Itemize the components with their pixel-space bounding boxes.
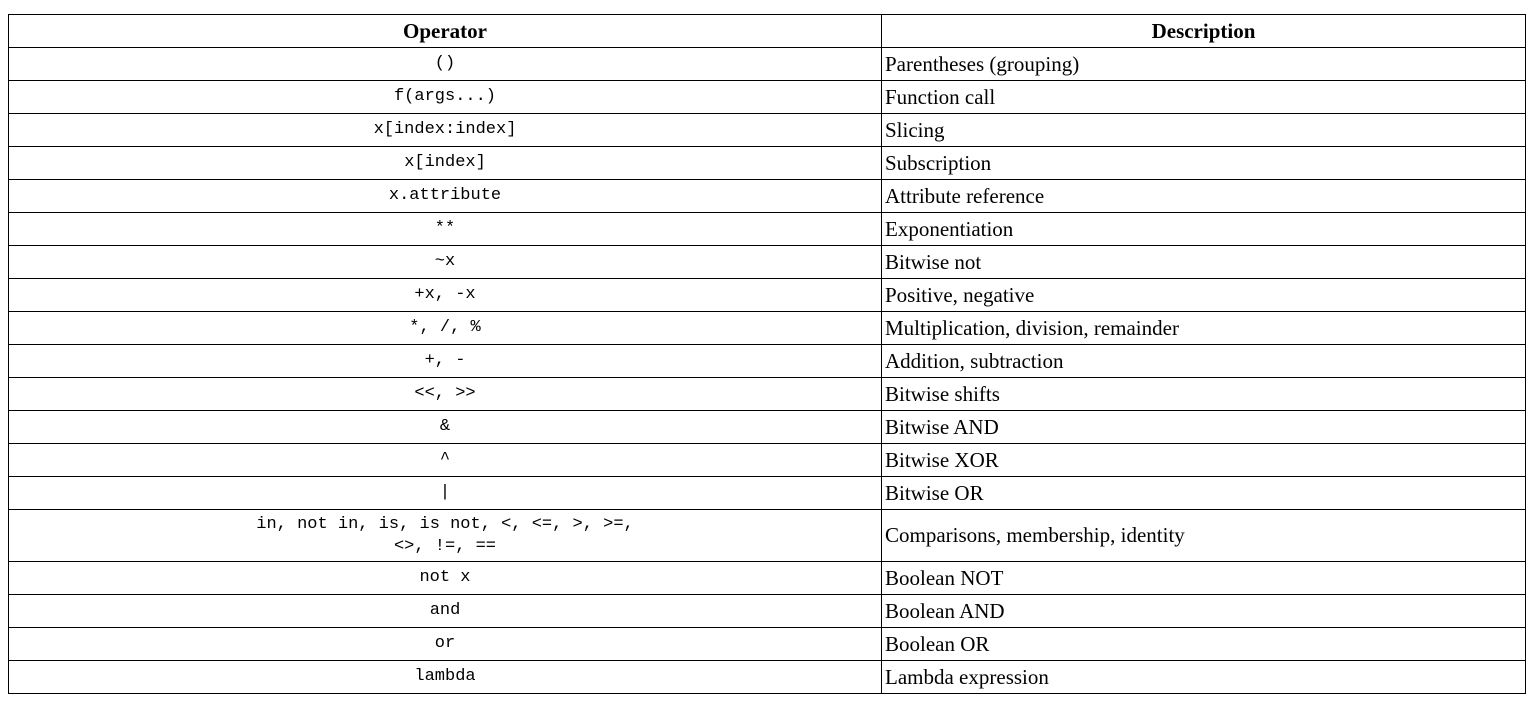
description-cell: Bitwise shifts: [882, 378, 1526, 411]
description-cell: Lambda expression: [882, 661, 1526, 694]
table-row: [9, 213, 1526, 246]
table-row: [9, 510, 1526, 562]
description-cell: Attribute reference: [882, 180, 1526, 213]
description-cell: Function call: [882, 81, 1526, 114]
operator-cell: &: [9, 411, 882, 444]
operator-cell: f(args...): [9, 81, 882, 114]
description-cell: Bitwise XOR: [882, 444, 1526, 477]
operator-cell: not x: [9, 562, 882, 595]
operator-cell: |: [9, 477, 882, 510]
table-header-row: [9, 15, 1526, 48]
operator-cell: x[index:index]: [9, 114, 882, 147]
operator-cell: **: [9, 213, 882, 246]
operator-cell: +, -: [9, 345, 882, 378]
description-cell: Subscription: [882, 147, 1526, 180]
description-cell: Slicing: [882, 114, 1526, 147]
table-row: [9, 595, 1526, 628]
operator-cell: in, not in, is, is not, <, <=, >, >=, <>, !=, ==: [9, 510, 882, 562]
operator-cell: and: [9, 595, 882, 628]
description-cell: Positive, negative: [882, 279, 1526, 312]
description-cell: Boolean OR: [882, 628, 1526, 661]
operator-cell: ~x: [9, 246, 882, 279]
operator-cell: ^: [9, 444, 882, 477]
operator-precedence-table: [8, 14, 1526, 694]
table-row: [9, 444, 1526, 477]
column-header-operator: Operator: [9, 15, 882, 48]
table-row: [9, 48, 1526, 81]
table-row: [9, 378, 1526, 411]
description-cell: Comparisons, membership, identity: [882, 510, 1526, 562]
description-cell: Multiplication, division, remainder: [882, 312, 1526, 345]
table-row: [9, 411, 1526, 444]
table-row: [9, 661, 1526, 694]
operator-cell: or: [9, 628, 882, 661]
table-row: [9, 180, 1526, 213]
table-row: [9, 114, 1526, 147]
table-row: [9, 246, 1526, 279]
operator-cell: +x, -x: [9, 279, 882, 312]
table-row: [9, 345, 1526, 378]
description-cell: Bitwise not: [882, 246, 1526, 279]
description-cell: Boolean AND: [882, 595, 1526, 628]
description-cell: Addition, subtraction: [882, 345, 1526, 378]
table-row: [9, 312, 1526, 345]
table-row: [9, 628, 1526, 661]
description-cell: Parentheses (grouping): [882, 48, 1526, 81]
description-cell: Bitwise OR: [882, 477, 1526, 510]
operator-cell: <<, >>: [9, 378, 882, 411]
table-row: [9, 81, 1526, 114]
table-row: [9, 279, 1526, 312]
column-header-description: Description: [882, 15, 1526, 48]
table-row: [9, 562, 1526, 595]
description-cell: Boolean NOT: [882, 562, 1526, 595]
table-row: [9, 147, 1526, 180]
table-row: [9, 477, 1526, 510]
description-cell: Exponentiation: [882, 213, 1526, 246]
operator-cell: (): [9, 48, 882, 81]
operator-cell: x[index]: [9, 147, 882, 180]
operator-cell: *, /, %: [9, 312, 882, 345]
operator-cell: x.attribute: [9, 180, 882, 213]
description-cell: Bitwise AND: [882, 411, 1526, 444]
operator-cell: lambda: [9, 661, 882, 694]
